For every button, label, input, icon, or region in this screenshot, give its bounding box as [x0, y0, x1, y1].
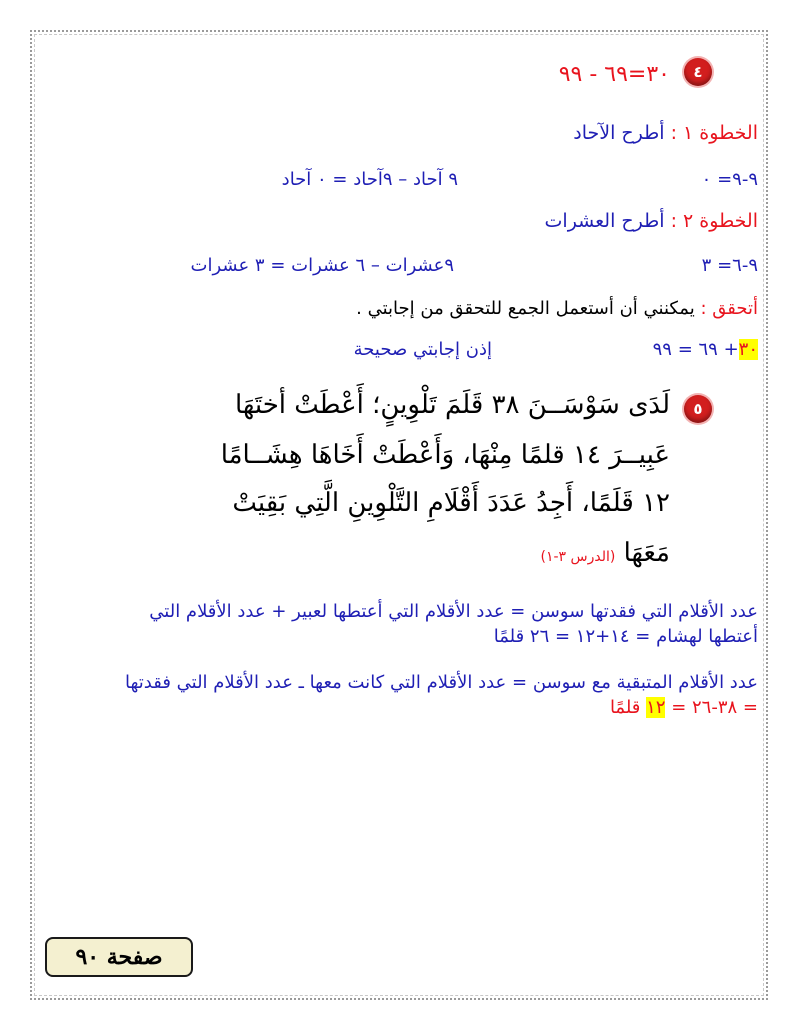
- lesson-reference: (الدرس ٣-١): [540, 549, 616, 565]
- q4-verify: [653, 339, 758, 360]
- q4-step2-text: أطرح العشرات: [544, 210, 671, 232]
- q5-answer-2-highlight: ١٢: [646, 697, 666, 718]
- q5-answer-2-line-2: [610, 697, 758, 718]
- q4-equation: ٣٠=٦٩ - ٩٩: [558, 62, 670, 87]
- q4-step2-label: الخطوة ٢ :: [670, 210, 758, 232]
- q4-step2-explain: ٩عشرات – ٦ عشرات = ٣ عشرات: [190, 255, 454, 276]
- q4-step1-calc: ٩-٩= ٠: [701, 169, 758, 190]
- q5-problem-line-4: [540, 538, 670, 568]
- question-5-badge: ٥: [684, 395, 712, 423]
- q4-step2: [545, 210, 758, 232]
- q4-step1-label: الخطوة ١ :: [670, 122, 758, 144]
- q5-problem-line-2: عَبِيــرَ ١٤ قلمًا مِنْهَا، وَأَعْطَتْ أَخَاهَا هِشَــامًا: [220, 440, 670, 470]
- q4-verify-highlight: ٣٠: [738, 339, 758, 360]
- q4-step1-explain: ٩ آحاد – ٩آحاد = ٠ آحاد: [281, 169, 458, 190]
- q5-answer-2-suffix: قلمًا: [609, 697, 647, 718]
- question-4-badge: ٤: [684, 58, 712, 86]
- q5-problem-line-4-text: مَعَهَا: [623, 538, 670, 568]
- q5-problem-line-3: ١٢ قَلَمًا، أَجِدُ عَدَدَ أَقْلَامِ التَّلْوِينِ الَّتِي بَقِيَتْ: [232, 488, 670, 518]
- q5-answer-2-prefix: = ٣٨-٢٦ =: [665, 697, 758, 718]
- q4-check-label: أتحقق :: [700, 298, 758, 319]
- page-number-box: [45, 937, 193, 977]
- q4-step1: [573, 122, 758, 144]
- q4-check-text: يمكنني أن أستعمل الجمع للتحقق من إجابتي .: [356, 298, 701, 319]
- q5-answer-1-line-2: أعتطها لهشام = ١٤+١٢ = ٢٦ قلمًا: [493, 626, 758, 647]
- q5-answer-2-line-1: عدد الأقلام المتبقية مع سوسن = عدد الأقلام التي كانت معها ـ عدد الأقلام التي فقدتها: [124, 672, 758, 693]
- q4-check: [356, 298, 758, 319]
- q4-step1-text: أطرح الآحاد: [573, 122, 671, 144]
- q4-verify-rest: + ٦٩ = ٩٩: [652, 339, 739, 360]
- q5-answer-1-line-1: عدد الأقلام التي فقدتها سوسن = عدد الأقلام التي أعتطها لعبير + عدد الأقلام التي: [149, 601, 758, 622]
- q4-verify-conclusion: إذن إجابتي صحيحة: [353, 339, 492, 360]
- q5-problem-line-1: لَدَى سَوْسَــنَ ٣٨ قَلَمَ تَلْوِينٍ؛ أَعْطَتْ أختَهَا: [234, 390, 670, 420]
- page-number: صفحة ٩٠: [75, 944, 163, 970]
- q4-step2-calc: ٩-٦= ٣: [701, 255, 758, 276]
